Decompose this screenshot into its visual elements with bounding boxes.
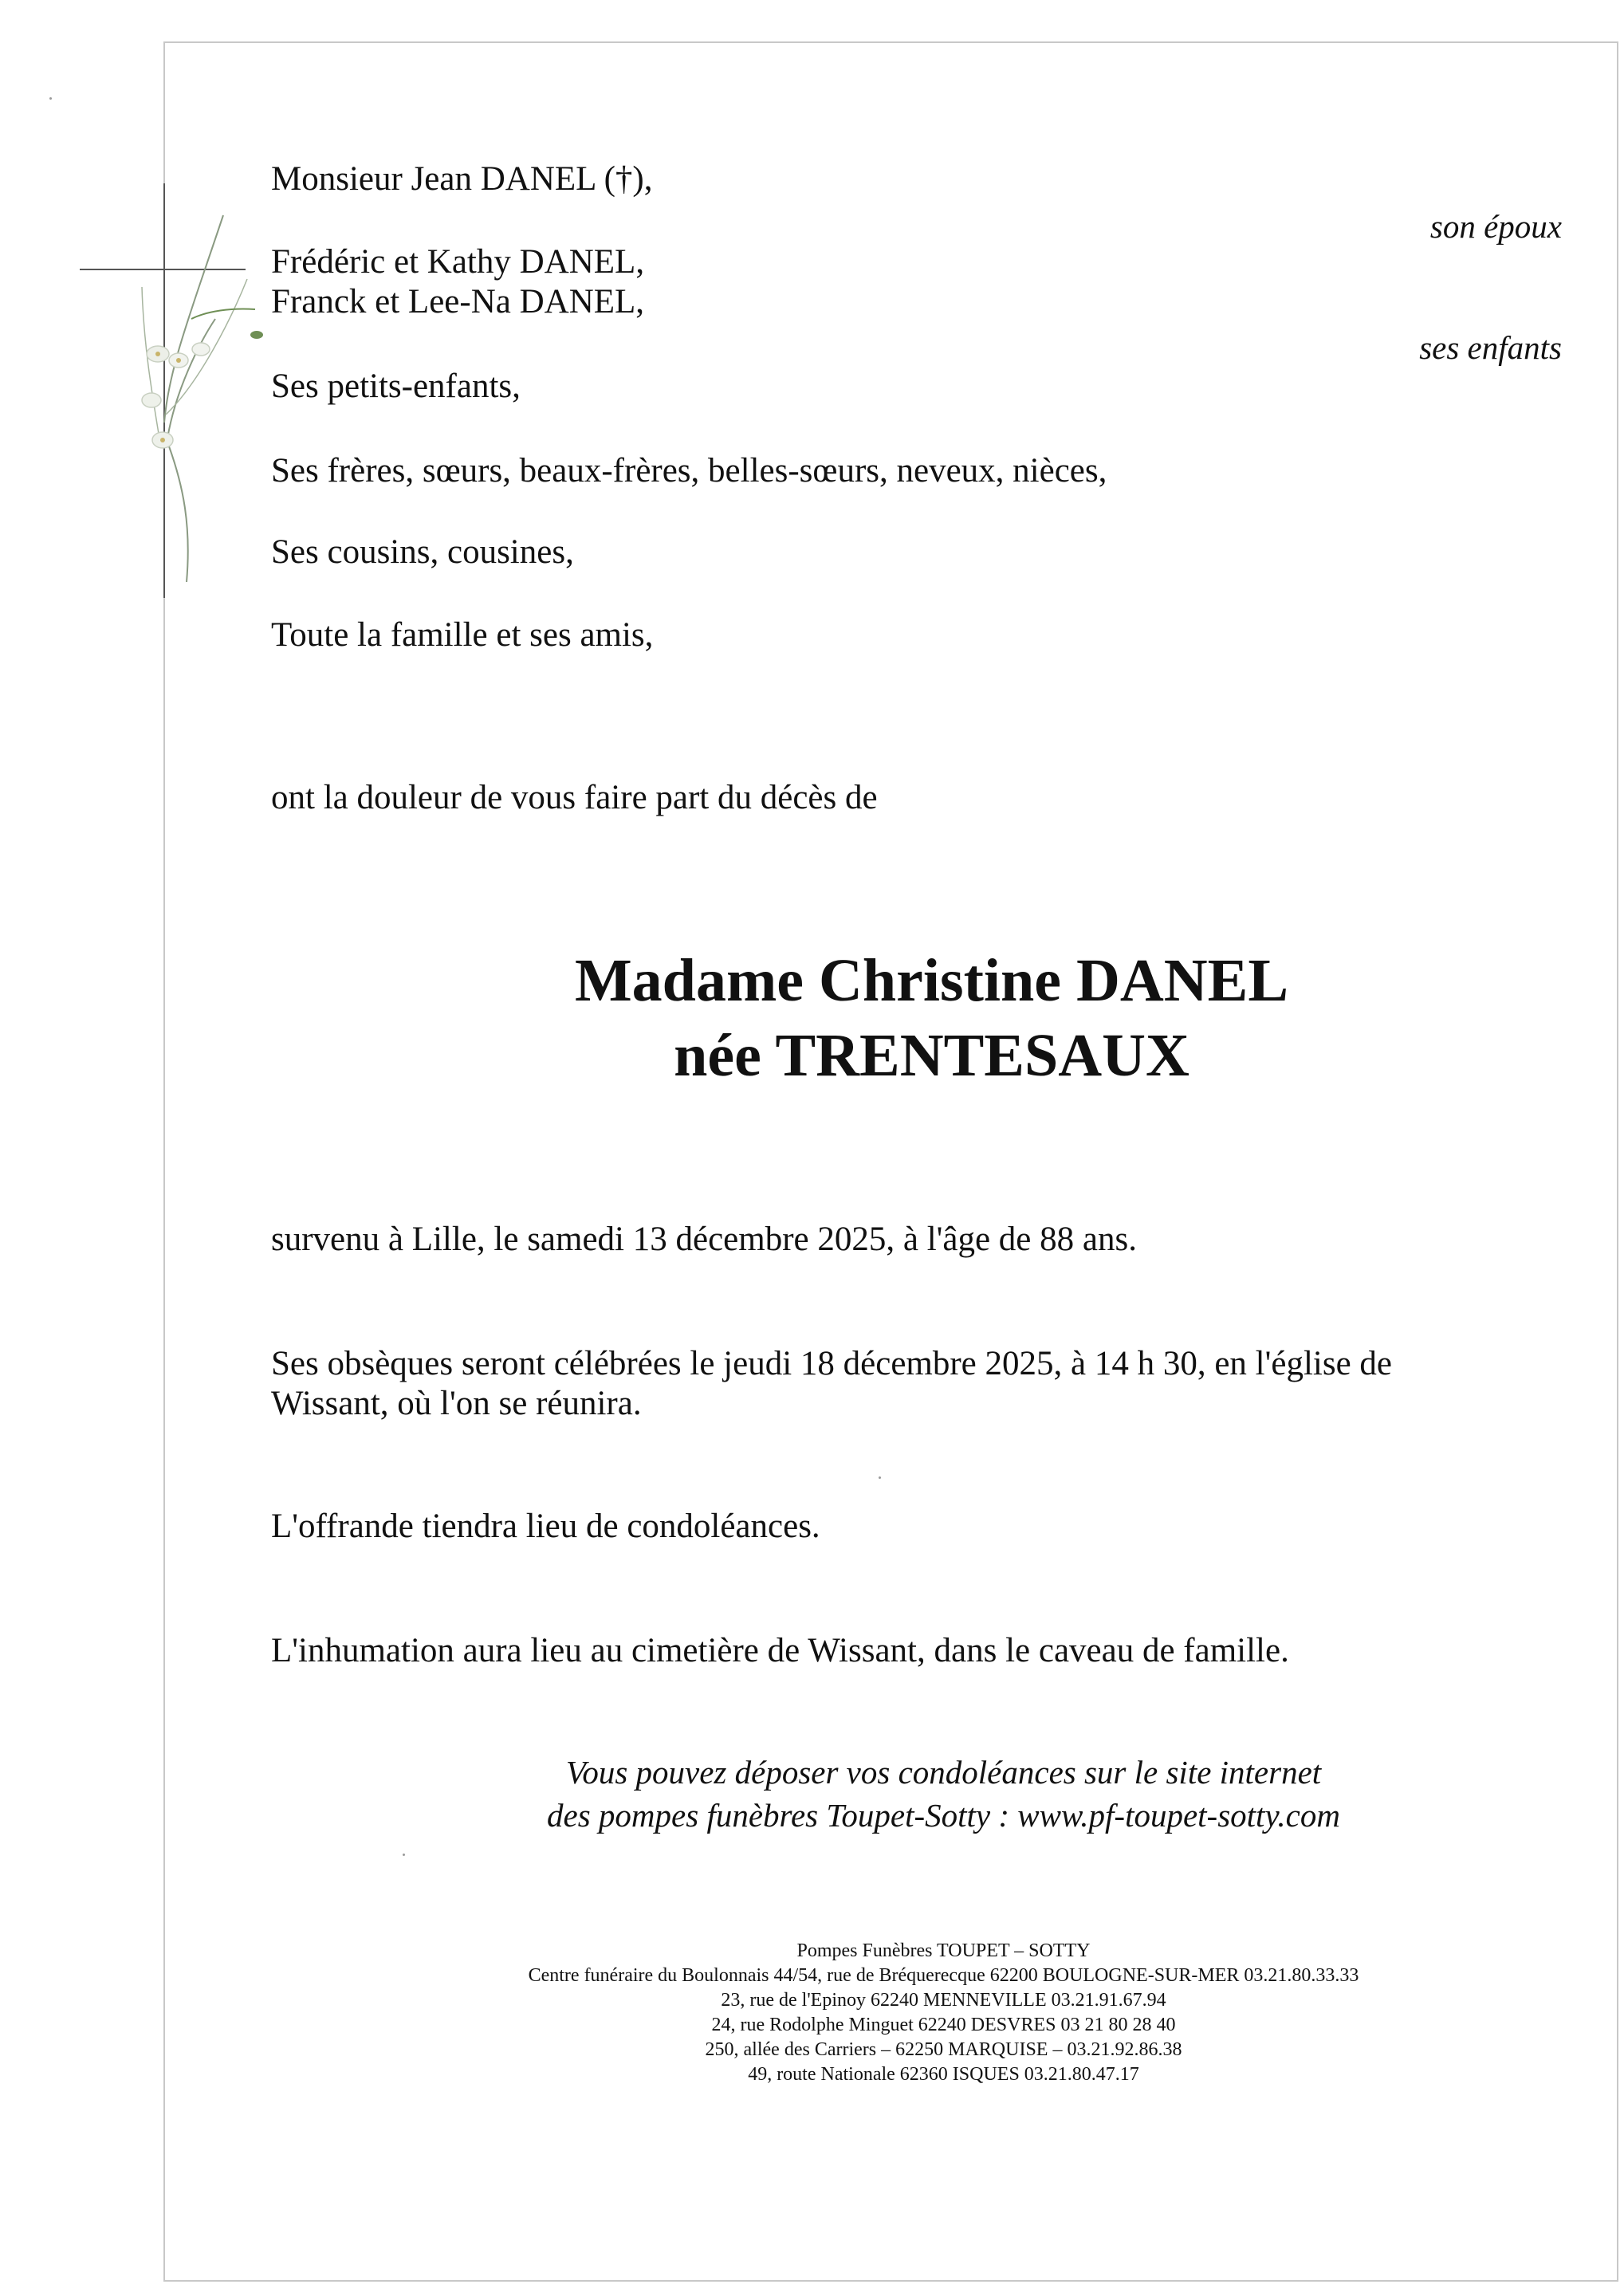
announcement-intro: ont la douleur de vous faire part du décès de bbox=[271, 779, 878, 816]
family-line-child-2: Franck et Lee-Na DANEL, bbox=[271, 283, 645, 320]
footer-address-marquise: 250, allée des Carriers – 62250 MARQUISE – 03.21.92.86.38 bbox=[705, 2039, 1182, 2060]
family-line-spouse: Monsieur Jean DANEL (†), bbox=[271, 160, 653, 198]
family-line-child-1: Frédéric et Kathy DANEL, bbox=[271, 243, 645, 281]
death-details: survenu à Lille, le samedi 13 décembre 2025, à l'âge de 88 ans. bbox=[271, 1221, 1137, 1258]
family-line-cousins: Ses cousins, cousines, bbox=[271, 533, 574, 571]
deceased-name: Madame Christine DANEL bbox=[574, 947, 1289, 1014]
funeral-details-line1: Ses obsèques seront célébrées le jeudi 18 décembre 2025, à 14 h 30, en l'église de bbox=[271, 1345, 1393, 1382]
scan-speck bbox=[403, 1854, 405, 1856]
deceased-maiden-name: née TRENTESAUX bbox=[674, 1022, 1189, 1089]
footer-address-isques: 49, route Nationale 62360 ISQUES 03.21.80.47.17 bbox=[748, 2064, 1139, 2085]
cross-flower-icon bbox=[80, 183, 263, 598]
funeral-details-line2: Wissant, où l'on se réunira. bbox=[271, 1385, 642, 1422]
relation-children: ses enfants bbox=[1419, 329, 1562, 366]
footer-address-boulogne: Centre funéraire du Boulonnais 44/54, rue de Bréquerecque 62200 BOULOGNE-SUR-MER 03.21.80.33.33 bbox=[528, 1965, 1359, 1986]
funeral-home-footer bbox=[0, 1939, 1624, 2087]
footer-address-menneville: 23, rue de l'Epinoy 62240 MENNEVILLE 03.21.91.67.94 bbox=[721, 1990, 1166, 2011]
scan-speck bbox=[879, 1476, 881, 1479]
relation-spouse: son époux bbox=[1429, 208, 1562, 245]
family-line-all: Toute la famille et ses amis, bbox=[271, 616, 654, 654]
burial-details: L'inhumation aura lieu au cimetière de Wissant, dans le caveau de famille. bbox=[271, 1632, 1289, 1669]
footer-company: Pompes Funèbres TOUPET – SOTTY bbox=[796, 1940, 1091, 1961]
condolences-line2: des pompes funèbres Toupet-Sotty : www.pf-toupet-sotty.com bbox=[547, 1797, 1340, 1834]
offering-note: L'offrande tiendra lieu de condoléances. bbox=[271, 1508, 820, 1545]
footer-address-desvres: 24, rue Rodolphe Minguet 62240 DESVRES 03 21 80 28 40 bbox=[711, 2015, 1176, 2035]
family-line-siblings: Ses frères, sœurs, beaux-frères, belles-sœurs, neveux, nièces, bbox=[271, 452, 1107, 489]
family-line-grandchildren: Ses petits-enfants, bbox=[271, 368, 521, 405]
scan-speck bbox=[49, 97, 52, 100]
condolences-line1: Vous pouvez déposer vos condoléances sur le site internet bbox=[565, 1754, 1322, 1791]
